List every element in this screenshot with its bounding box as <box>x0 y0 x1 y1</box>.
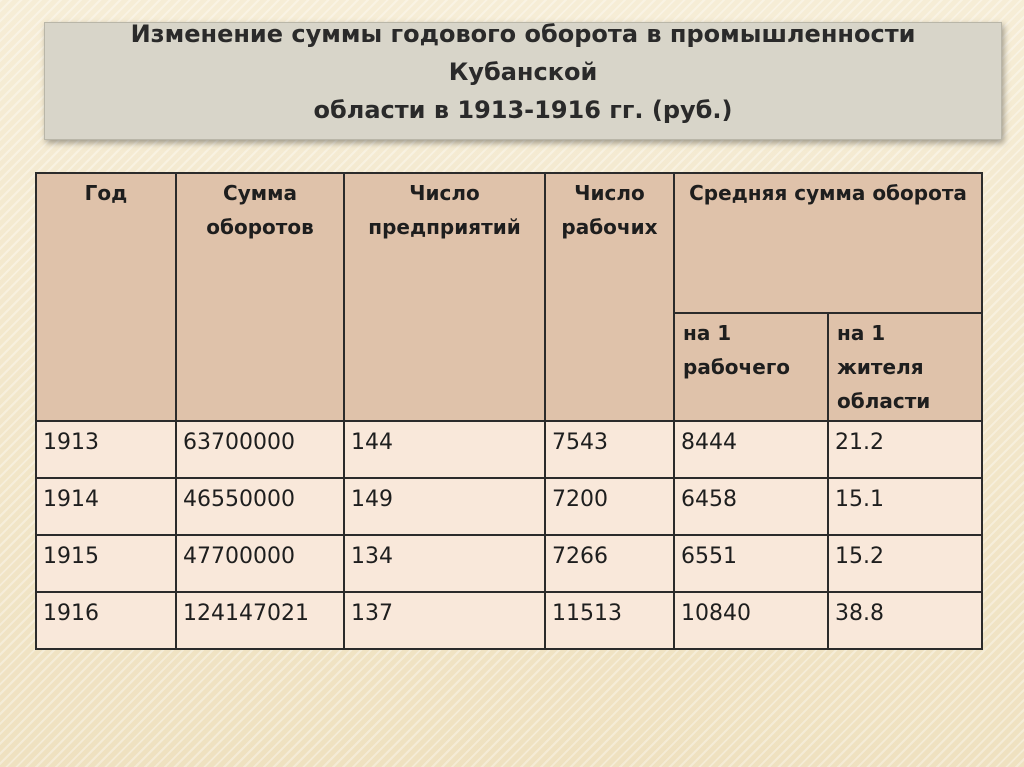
cell-year: 1916 <box>36 592 176 649</box>
cell-year: 1914 <box>36 478 176 535</box>
cell-workers: 11513 <box>545 592 674 649</box>
cell-enterprises: 134 <box>344 535 545 592</box>
cell-enterprises: 149 <box>344 478 545 535</box>
cell-per-resident: 21.2 <box>828 421 982 478</box>
header-enterprises: Число предприятий <box>344 173 545 421</box>
cell-year: 1915 <box>36 535 176 592</box>
header-per-worker: на 1 рабочего <box>674 313 828 421</box>
table-row <box>36 592 982 649</box>
cell-turnover: 47700000 <box>176 535 344 592</box>
cell-per-worker: 10840 <box>674 592 828 649</box>
table-row <box>36 535 982 592</box>
cell-per-worker: 6458 <box>674 478 828 535</box>
page-title <box>75 15 971 129</box>
cell-per-resident: 38.8 <box>828 592 982 649</box>
title-line-2: области в 1913-1916 гг. (руб.) <box>313 96 733 124</box>
table-row <box>36 421 982 478</box>
cell-per-resident: 15.2 <box>828 535 982 592</box>
cell-workers: 7200 <box>545 478 674 535</box>
cell-per-resident: 15.1 <box>828 478 982 535</box>
cell-turnover: 46550000 <box>176 478 344 535</box>
cell-enterprises: 137 <box>344 592 545 649</box>
cell-turnover: 63700000 <box>176 421 344 478</box>
table-row <box>36 478 982 535</box>
header-workers: Число рабочих <box>545 173 674 421</box>
header-average: Средняя сумма оборота <box>674 173 982 313</box>
header-per-resident: на 1 жителя области <box>828 313 982 421</box>
cell-per-worker: 8444 <box>674 421 828 478</box>
cell-workers: 7266 <box>545 535 674 592</box>
cell-year: 1913 <box>36 421 176 478</box>
header-row <box>36 173 982 313</box>
title-line-1: Изменение суммы годового оборота в промышленности Кубанской <box>130 20 916 86</box>
turnover-table <box>35 172 983 650</box>
header-year: Год <box>36 173 176 421</box>
cell-turnover: 124147021 <box>176 592 344 649</box>
title-box <box>44 22 1002 140</box>
cell-per-worker: 6551 <box>674 535 828 592</box>
cell-workers: 7543 <box>545 421 674 478</box>
header-turnover: Сумма оборотов <box>176 173 344 421</box>
cell-enterprises: 144 <box>344 421 545 478</box>
